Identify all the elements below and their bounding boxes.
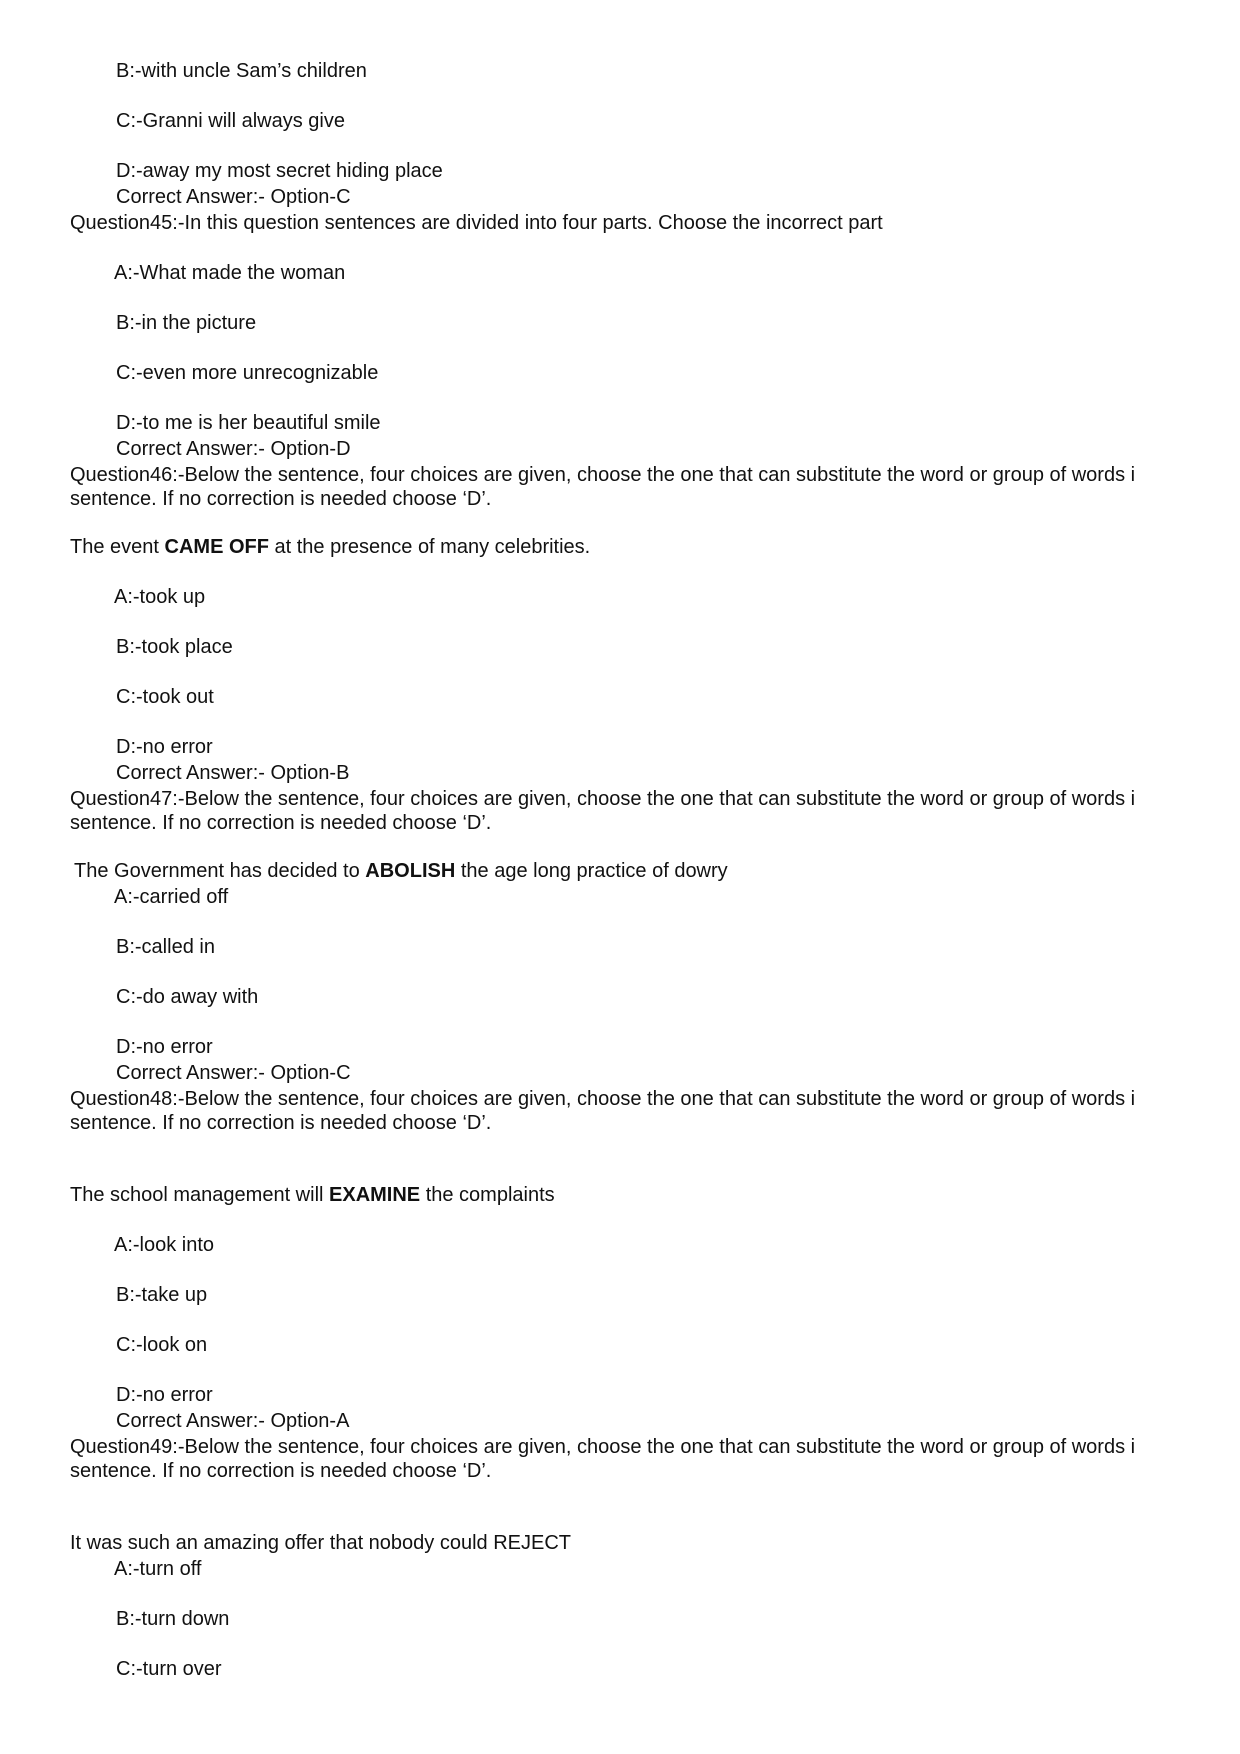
- q45-option-a: A:-What made the woman: [114, 262, 346, 284]
- q46-sentence-keyword: CAME OFF: [164, 536, 269, 558]
- q49-option-a: A:-turn off: [114, 1558, 202, 1580]
- q48-option-d: D:-no error: [116, 1384, 213, 1406]
- q47-sentence: The Government has decided to ABOLISH the age long practice of dowry: [74, 860, 728, 882]
- q44-correct-answer: Correct Answer:- Option-C: [116, 186, 351, 208]
- q48-option-c: C:-look on: [116, 1334, 208, 1356]
- q48-option-a: A:-look into: [114, 1234, 215, 1256]
- q46-sentence: The event CAME OFF at the presence of many celebrities.: [70, 536, 591, 558]
- q47-sentence-keyword: ABOLISH: [365, 860, 456, 882]
- q45-option-d: D:-to me is her beautiful smile: [116, 412, 381, 434]
- q46-option-c: C:-took out: [116, 686, 214, 708]
- q45-option-b: B:-in the picture: [116, 312, 257, 334]
- q49-sentence: It was such an amazing offer that nobody could REJECT: [70, 1532, 572, 1554]
- q47-option-d: D:-no error: [116, 1036, 213, 1058]
- q48-sentence: The school management will EXAMINE the complaints: [70, 1184, 555, 1206]
- q48-option-b: B:-take up: [116, 1284, 208, 1306]
- q44-option-d: D:-away my most secret hiding place: [116, 160, 443, 182]
- q47-option-c: C:-do away with: [116, 986, 259, 1008]
- q47-correct-answer: Correct Answer:- Option-C: [116, 1062, 351, 1084]
- q45-option-c: C:-even more unrecognizable: [116, 362, 379, 384]
- q46-option-b: B:-took place: [116, 636, 233, 658]
- q48-correct-answer: Correct Answer:- Option-A: [116, 1410, 350, 1432]
- q46-option-d: D:-no error: [116, 736, 213, 758]
- q49-option-b: B:-turn down: [116, 1608, 230, 1630]
- q44-option-c: C:-Granni will always give: [116, 110, 345, 132]
- q46-question-line2: sentence. If no correction is needed choose ‘D’.: [70, 488, 492, 510]
- q47-option-a: A:-carried off: [114, 886, 229, 908]
- q48-question-line2: sentence. If no correction is needed choose ‘D’.: [70, 1112, 492, 1134]
- q45-correct-answer: Correct Answer:- Option-D: [116, 438, 351, 460]
- q47-question-line1: Question47:-Below the sentence, four choices are given, choose the one that can substitute the word or group of words i: [70, 788, 1136, 810]
- q45-question: Question45:-In this question sentences are divided into four parts. Choose the incorrect part: [70, 212, 883, 234]
- q49-option-c: C:-turn over: [116, 1658, 222, 1680]
- q49-question-line2: sentence. If no correction is needed choose ‘D’.: [70, 1460, 492, 1482]
- q47-question-line2: sentence. If no correction is needed choose ‘D’.: [70, 812, 492, 834]
- q49-question-line1: Question49:-Below the sentence, four choices are given, choose the one that can substitute the word or group of words i: [70, 1436, 1136, 1458]
- q44-option-b: B:-with uncle Sam’s children: [116, 60, 367, 82]
- q46-correct-answer: Correct Answer:- Option-B: [116, 762, 350, 784]
- q48-sentence-keyword: EXAMINE: [329, 1184, 421, 1206]
- q47-option-b: B:-called in: [116, 936, 215, 958]
- q46-option-a: A:-took up: [114, 586, 206, 608]
- q48-question-line1: Question48:-Below the sentence, four choices are given, choose the one that can substitute the word or group of words i: [70, 1088, 1136, 1110]
- q46-question-line1: Question46:-Below the sentence, four choices are given, choose the one that can substitute the word or group of words i: [70, 464, 1136, 486]
